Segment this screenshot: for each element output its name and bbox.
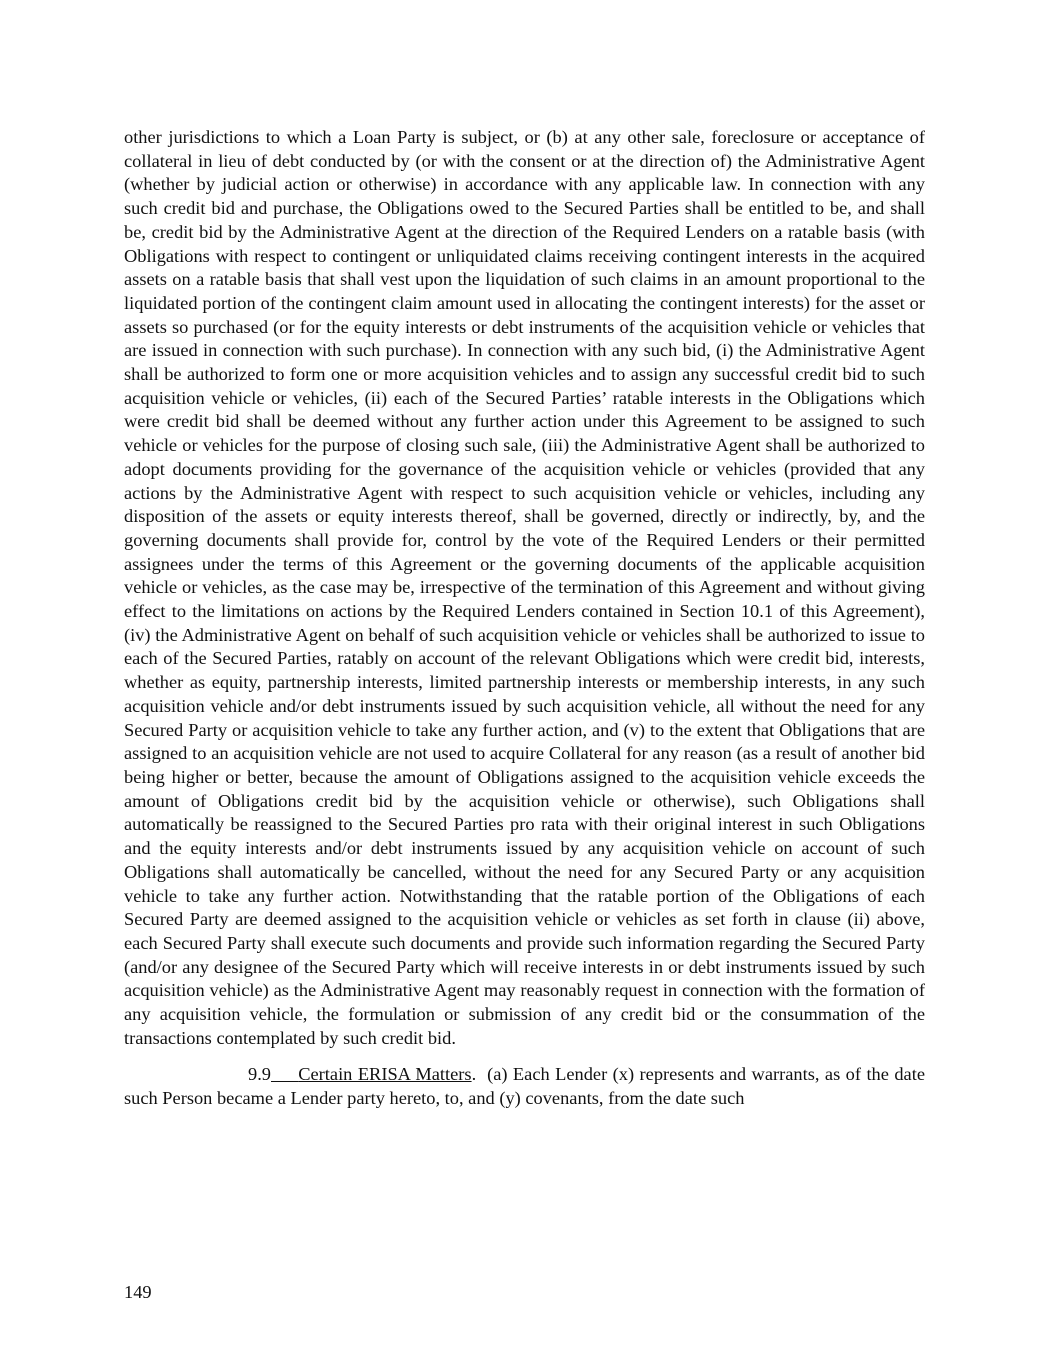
section-number: 9.9 [248,1064,271,1085]
section-text: (a) Each Lender (x) represents and warrants, as of the date such Person became a Lender party hereto, to, and (y) covenants, from the date such [124,1064,925,1109]
continuation-paragraph: other jurisdictions to which a Loan Party is subject, or (b) at any other sale, foreclosure or acceptance of collateral in lieu of debt conducted by (or with the consent or at the direction of) the Administrative Agent (whether by judicial action or otherwise) in accordance with any applicable law. In connection with any such credit bid and purchase, the Obligations owed to the Secured Parties shall be entitled to be, and shall be, credit bid by the Administrative Agent at the direction of the Required Lenders on a ratable basis (with Obligations with respect to contingent or unliquidated claims receiving contingent interests in the acquired assets on a ratable basis that shall vest upon the liquidation of such claims in an amount proportional to the liquidated portion of the contingent claim amount used in allocating the contingent interests) for the asset or assets so purchased (or for the equity interests or debt instruments of the acquisition vehicle or vehicles that are issued in connection with such purchase). In connection with any such bid, (i) the Administrative Agent shall be authorized to form one or more acquisition vehicles and to assign any successful credit bid to such acquisition vehicle or vehicles, (ii) each of the Secured Parties’ ratable interests in the Obligations which were credit bid shall be deemed without any further action under this Agreement to be assigned to such vehicle or vehicles for the purpose of closing such sale, (iii) the Administrative Agent shall be authorized to adopt documents providing for the governance of the acquisition vehicle or vehicles (provided that any actions by the Administrative Agent with respect to such acquisition vehicle or vehicles, including any disposition of the assets or equity interests thereof, shall be governed, directly or indirectly, by, and the governing documents shall provide for, control by the vote of the Required Lenders or their permitted assignees under the terms of this Agreement or the governing documents of the applicable acquisition vehicle or vehicles, as the case may be, irrespective of the termination of this Agreement and without giving effect to the limitations on actions by the Required Lenders contained in Section 10.1 of this Agreement), (iv) the Administrative Agent on behalf of such acquisition vehicle or vehicles shall be authorized to issue to each of the Secured Parties, ratably on account of the relevant Obligations which were credit bid, interests, whether as equity, partnership interests, limited partnership interests or membership interests, in any such acquisition vehicle and/or debt instruments issued by such acquisition vehicle, all without the need for any Secured Party or acquisition vehicle to take any further action, and (v) to the extent that Obligations that are assigned to an acquisition vehicle are not used to acquire Collateral for any reason (as a result of another bid being higher or better, because the amount of Obligations assigned to the acquisition vehicle exceeds the amount of Obligations credit bid by the acquisition vehicle or otherwise), such Obligations shall automatically be reassigned to the Secured Parties pro rata with their original interest in such Obligations and the equity interests and/or debt instruments issued by any acquisition vehicle on account of such Obligations shall automatically be cancelled, without the need for any Secured Party or any acquisition vehicle to take any further action. Notwithstanding that the ratable portion of the Obligations of each Secured Party are deemed assigned to the acquisition vehicle or vehicles as set forth in clause (ii) above, each Secured Party shall execute such documents and provide such information regarding the Secured Party (and/or any designee of the Secured Party which will receive interests in or debt instruments issued by such acquisition vehicle) as the Administrative Agent may reasonably request in connection with the formation of any acquisition vehicle, the formulation or submission of any credit bid or the consummation of the transactions contemplated by such credit bid. [124,127,925,1048]
section-heading-underlined [271,1064,472,1084]
document-body [124,126,925,1111]
section-heading: Certain ERISA Matters [298,1064,472,1085]
section-9-9-paragraph: 9.9 Certain ERISA Matters. (a) Each Lender (x) represents and warrants, as of the date such Person became a Lender party hereto, to, and (y) covenants, from the date such [124,1064,925,1109]
page-number: 149 [124,1282,152,1302]
